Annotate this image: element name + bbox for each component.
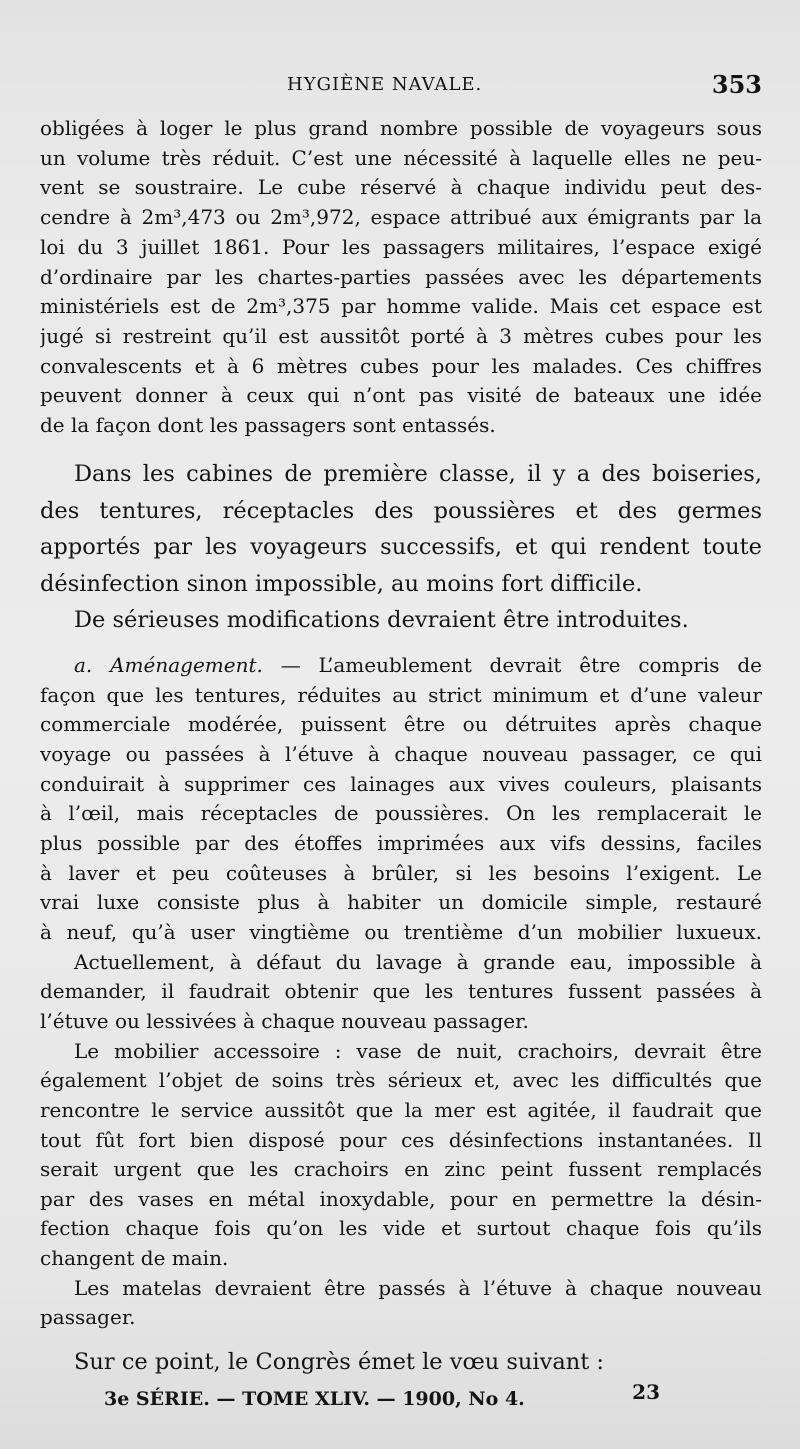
- running-title: HYGIÈNE NAVALE.: [287, 74, 483, 95]
- opening-paragraph: [40, 114, 762, 441]
- text-line: à neuf, qu’à user vingtième ou trentième d’un mobilier luxueux.: [40, 919, 762, 944]
- text-line: convalescents et à 6 mètres cubes pour les malades. Ces chiffres: [40, 353, 762, 378]
- section-label: a. Aménagement.: [74, 653, 263, 677]
- closing-paragraph: [40, 1347, 762, 1377]
- text-line: rencontre le service aussitôt que la mer est agitée, il faudrait que: [40, 1097, 762, 1122]
- text-line: vrai luxe consiste plus à habiter un domicile simple, restauré: [40, 890, 762, 915]
- text-line: également l’objet de soins très sérieux et, avec les difficultés que: [40, 1068, 762, 1093]
- text-line: Le mobilier accessoire : vase de nuit, crachoirs, devrait être: [74, 1038, 762, 1063]
- text-line: fection chaque fois qu’on les vide et surtout chaque fois qu’ils: [40, 1216, 762, 1241]
- text-line: passager.: [40, 1305, 136, 1330]
- text-line: l’étuve ou lessivées à chaque nouveau passager.: [40, 1008, 529, 1033]
- text-line: tout fût fort bien disposé pour ces désinfections instantanées. Il: [40, 1127, 762, 1152]
- text-line: changent de main.: [40, 1246, 229, 1271]
- text-line: à laver et peu coûteuses à brûler, si les besoins l’exigent. Le: [40, 860, 762, 885]
- text-line: De sérieuses modifications devraient être introduites.: [74, 607, 689, 634]
- page-footer: [104, 1380, 660, 1422]
- text-line: [40, 651, 762, 681]
- text-line: voyage ou passées à l’étuve à chaque nouveau passager, ce qui: [40, 741, 762, 766]
- page-number: 353: [711, 70, 762, 99]
- text-line: ministériels est de 2m³,375 par homme valide. Mais cet espace est: [40, 294, 762, 319]
- cabins-paragraph: [40, 456, 762, 639]
- text-line: de la façon dont les passagers sont entassés.: [40, 413, 496, 438]
- text-line: Sur ce point, le Congrès émet le vœu suivant :: [74, 1349, 605, 1375]
- text-line: jugé si restreint qu’il est aussitôt porté à 3 mètres cubes pour les: [40, 323, 762, 348]
- text-line: commerciale modérée, puissent être ou détruites après chaque: [40, 712, 762, 737]
- text-line: conduirait à supprimer ces lainages aux vives couleurs, plaisants: [40, 771, 762, 796]
- text-line: loi du 3 juillet 1861. Pour les passagers militaires, l’espace exigé: [40, 234, 762, 259]
- text-line: peuvent donner à ceux qui n’ont pas visité de bateaux une idée: [40, 383, 762, 408]
- text-line: par des vases en métal inoxydable, pour en permettre la désin-: [40, 1186, 762, 1211]
- text-line: à l’œil, mais réceptacles de poussières. On les remplacerait le: [40, 801, 762, 826]
- section-text: — L’ameublement devrait être compris de: [280, 653, 762, 677]
- text-line: cendre à 2m³,473 ou 2m³,972, espace attribué aux émigrants par la: [40, 205, 762, 230]
- text-line: demander, il faudrait obtenir que les tentures fussent passées à: [40, 979, 762, 1004]
- signature-mark: 23: [632, 1380, 660, 1404]
- text-line: désinfection sinon impossible, au moins fort difficile.: [40, 570, 643, 597]
- amenagement-section: [40, 651, 762, 1333]
- text-line: d’ordinaire par les chartes-parties passées avec les départements: [40, 264, 762, 289]
- text-line: un volume très réduit. C’est une nécessité à laquelle elles ne peu-: [40, 145, 762, 170]
- page-header: [40, 70, 762, 102]
- text-line: apportés par les voyageurs successifs, et qui rendent toute: [40, 534, 762, 561]
- text-line: des tentures, réceptacles des poussières et des germes: [40, 497, 762, 524]
- text-line: Dans les cabines de première classe, il y a des boiseries,: [74, 461, 762, 487]
- text-line: serait urgent que les crachoirs en zinc peint fussent remplacés: [40, 1157, 762, 1182]
- text-line: Les matelas devraient être passés à l’étuve à chaque nouveau: [74, 1275, 762, 1300]
- series-line: 3e SÉRIE. — TOME XLIV. — 1900, No 4.: [104, 1388, 525, 1410]
- text-line: Actuellement, à défaut du lavage à grande eau, impossible à: [74, 949, 762, 974]
- text-line: obligées à loger le plus grand nombre possible de voyageurs sous: [40, 116, 762, 140]
- text-line: plus possible par des étoffes imprimées aux vifs dessins, faciles: [40, 830, 762, 855]
- text-line: vent se soustraire. Le cube réservé à chaque individu peut des-: [40, 175, 762, 200]
- text-line: façon que les tentures, réduites au strict minimum et d’une valeur: [40, 682, 762, 707]
